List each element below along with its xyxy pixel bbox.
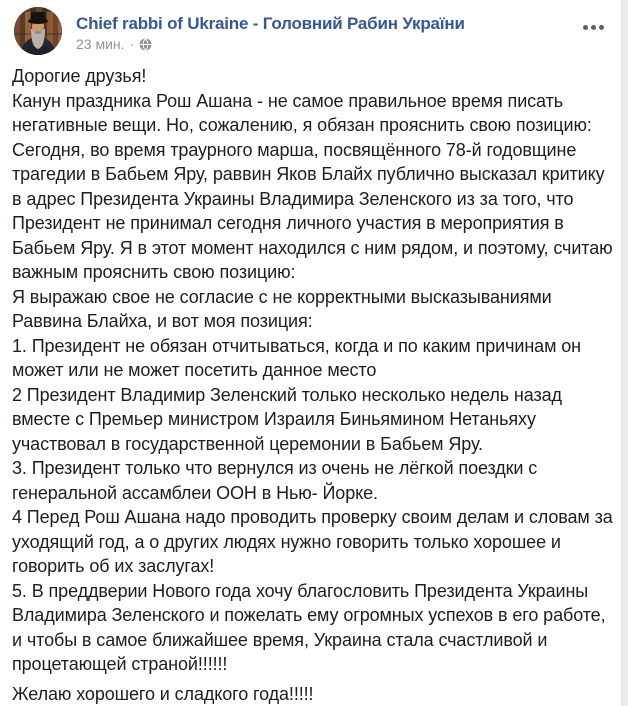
post-line: 2 Президент Владимир Зеленский только несколько недель назад <box>12 384 562 405</box>
post-line: Владимира Зеленского и пожелать ему огромных успехов в его работе, <box>12 605 606 625</box>
post-paragraph <box>12 682 616 706</box>
page-avatar[interactable] <box>14 7 62 55</box>
post-line: может или не может посетить данное место <box>12 360 377 380</box>
post-line: генеральной ассамблеи ООН в Нью- Йорке. <box>12 482 378 503</box>
post-line: процетающей страной!!!!!! <box>12 654 228 674</box>
post-line: важным прояснить свою позицию: <box>12 262 296 282</box>
post-line: и чтобы в самое ближайшее время, Украина стала счастливой и <box>12 629 548 650</box>
post-line: 1. Президент не обязан отчитываться, когда и по каким причинам он <box>12 335 582 356</box>
meta-dot-separator: · <box>129 36 135 52</box>
post-line: Канун праздника Рош Ашана - не самое правильное время писать <box>12 90 563 111</box>
post-line: Желаю хорошего и сладкого года!!!!! <box>12 683 314 704</box>
ellipsis-dot <box>591 25 596 30</box>
post-line: трагедии в Бабьем Яру, раввин Яков Блайх публично высказал критику <box>12 164 605 184</box>
post-text <box>0 60 621 706</box>
post-line: негативные вещи. Но, сожалению, я обязан прояснить свою позицию: <box>12 115 592 135</box>
post-line: Президент не принимал сегодня личного участия в мероприятия в <box>12 213 564 233</box>
privacy-globe-icon <box>139 38 152 51</box>
post-line: Раввина Блайха, и вот моя позиция: <box>12 311 313 331</box>
post-line: участвовал в государственной церемонии в Бабьем Яру. <box>12 433 483 454</box>
post-timestamp-link[interactable]: 23 мин. <box>76 36 125 52</box>
post-line: вместе с Премьер министром Израиля Биньямином Нетаньяху <box>12 409 536 429</box>
header-text <box>76 7 609 53</box>
post-options-button[interactable] <box>576 16 610 38</box>
ellipsis-dot <box>599 25 604 30</box>
post-line: 3. Президент только что вернулся из очень не лёгкой поездки с <box>12 458 538 478</box>
post-line: уходящий год, а о других людях нужно говорить только хорошее и <box>12 531 561 552</box>
page-name-link[interactable]: Chief rabbi of Ukraine - Головний Рабин України <box>76 14 465 33</box>
post-line: Я выражаю свое не согласие с не корректными высказываниями <box>12 286 552 307</box>
post-meta <box>76 36 609 53</box>
post-paragraph <box>12 64 616 677</box>
post-line: Дорогие друзья! <box>12 66 147 86</box>
rabbi-portrait-image <box>14 7 62 55</box>
ellipsis-dot <box>583 25 588 30</box>
post-line: говорить об их заслугах! <box>12 556 215 576</box>
post-line: 4 Перед Рош Ашана надо проводить проверку своим делам и словам за <box>12 507 613 527</box>
post-line: Сегодня, во время траурного марша, посвящённого 78-й годовщине <box>12 139 577 160</box>
post-line: Бабьем Яру. Я в этот момент находился с ним рядом, и поэтому, считаю <box>12 237 613 258</box>
post-line: в адрес Президента Украины Владимира Зеленского из за того, что <box>12 188 574 209</box>
post-line: 5. В преддверии Нового года хочу благословить Президента Украины <box>12 580 589 601</box>
post-header <box>0 0 621 60</box>
